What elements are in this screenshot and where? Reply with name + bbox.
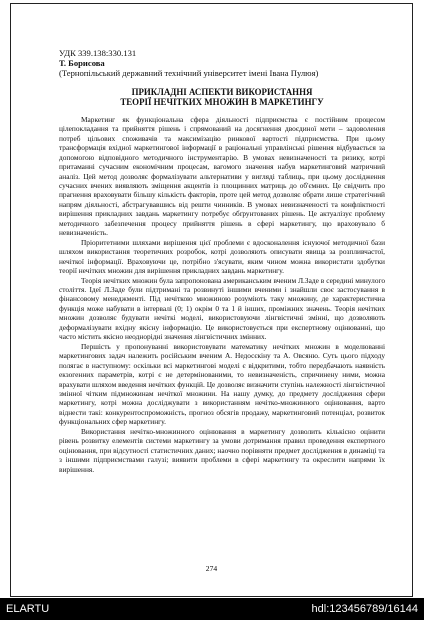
page-content: [59, 48, 385, 474]
paragraph: Пріоритетними шляхами вирішення цієї проблеми є вдосконалення існуючої методичної бази шляхом використання теоретичних розробок, котрі дозволяють описувати явища за розпливчастої, нечіткої інформації. Враховуючи це, потрібно з'ясувати, яким чином можна використати здобутки теорії нечітких множин для вирішення прикладних завдань маркетингу.: [59, 237, 385, 276]
article-title: [59, 87, 385, 108]
article-body: [59, 115, 385, 474]
repository-name: ELARTU: [6, 603, 50, 615]
paragraph: Використання нечітко-множинного оцінювання в маркетингу дозволить кількісно оцінити рівень розвитку елементів системи маркетингу за умови дотримання правил проведення експертного оцінювання, при відсутності статистичних даних; наочно порівняти предмет дослідження в динаміці та з іншими підприємствами галузі; виявити проблеми в сфері маркетингу та окреслити напрями їх вирішення.: [59, 426, 385, 474]
repository-footer-bar: [0, 598, 424, 620]
udc-code: УДК 339.138:330.131: [59, 48, 137, 58]
paragraph: Першість у пропонуванні використовувати математику нечітких множин в моделюванні маркетингових задач належить російським вченим А. Недосєкіну та А. Овсяню. Суть цього підходу полягає в наступному: оскільки всі маркетингові моделі є відкритими, тобто передбачають наявність екзогенних параметрів, котрі є не детермінованими, то невизначеність, спричинену ними, можна врахувати шляхом введення нечітких функцій. Це дозволяє визначити ступінь належності лінгвістичної змінної чітким підмножинам нечіткої множини. На нашу думку, до предмету дослідження сфери маркетингу, котрі можна досліджувати з використанням нечітко-множинного оцінювання, варто віднести такі: конкурентоспроможність, прогноз обсягів продажу, маркетинговий потенціал, розвиток функціональних сфер маркетингу.: [59, 341, 385, 427]
paragraph: Маркетинг як функціональна сфера діяльності підприємства є постійним процесом цілепокладання та прийняття рішень і спрямований на досягнення двоєдиної мети – задоволення потреб цільових споживачів та максимізацію ринкової вартості підприємства. При цьому трансформація вхідної маркетингової інформації в раціональні управлінські рішення відбувається за допомогою відповідного методичного інструментарію. В умовах невизначеності та ризику, котрі притаманні сучасним економічним процесам, вагомого значення набув маркетинговий матричний аналіз. Цей метод дозволяє формалізувати альтернативи у вигляді таблиць, при цьому дослідження сучасних вчених виявляють зміщення акцентів із площинних матриць до об'ємних. Це свідчить про прагнення враховувати більшу кількість факторів, проте цей метод дозволяє обрати лише стратегічний напрям діяльності, абстрагувавшись від решти чинників. В умовах невизначеності та конфліктності вирішення прикладних завдань маркетингу потребує обґрунтованих рішень. Це актуалізує проблему методичного забезпечення процесу прийняття рішень в сфері маркетингу, що враховувало б невизначеність.: [59, 114, 385, 238]
paragraph: Теорія нечітких множин була запропонована американським вченим Л.Заде в середині минулого століття. Ідеї Л.Заде були підтримані та розвинуті іншими вченими і знайшли своє застосування в фінансовому менеджменті. Під нечіткою множиною розуміють таку множину, де характеристична функція може набувати в інтервалі (0; 1) окрім 0 та 1 й інших, проміжних значень. Теорія нечітких множин дозволяє будувати нечіткі моделі, використовуючи лінгвістичні змінні, що дозволяють деформалізувати вхідну якісну інформацію. Це використовується при експертному оцінюванні, що часто містить якісно неоднорідні значення лінгвістичних змінних.: [59, 275, 385, 342]
document-page: [10, 3, 413, 597]
title-line-1: ПРИКЛАДНІ АСПЕКТИ ВИКОРИСТАННЯ: [131, 87, 313, 97]
page-number: 274: [205, 564, 218, 573]
title-line-2: ТЕОРІЇ НЕЧІТКИХ МНОЖИН В МАРКЕТИНГУ: [120, 97, 324, 108]
author-affiliation: (Тернопільський державний технічний університет імені Івана Пулюя): [59, 68, 319, 78]
author-name: Т. Борисова: [59, 58, 105, 68]
handle-identifier: hdl:123456789/16144: [311, 603, 418, 615]
